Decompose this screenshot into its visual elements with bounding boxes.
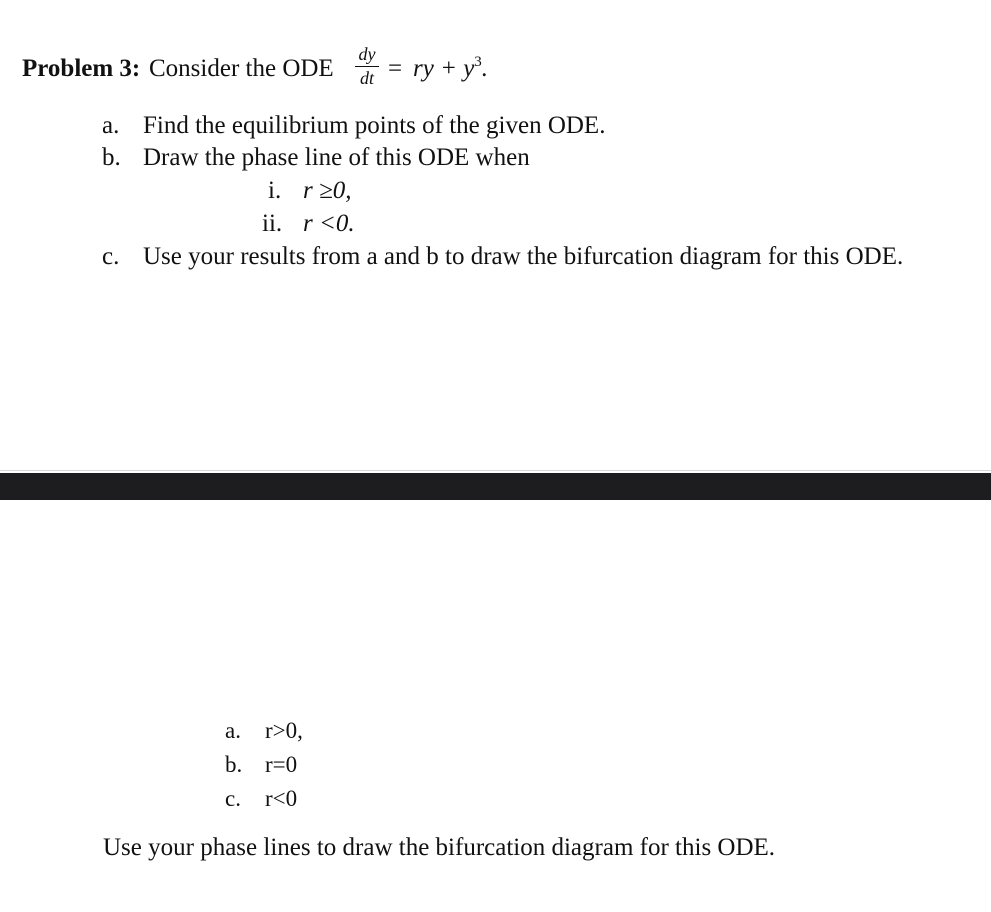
item-a-text: Find the equilibrium points of the given ODE.: [143, 112, 606, 139]
subitem-ii-text: r <0.: [303, 210, 355, 237]
fraction-numerator: dy: [358, 44, 376, 64]
equation-rhs: [413, 56, 488, 81]
subitem-i-text: r ≥0,: [303, 177, 352, 204]
closing-instruction: Use your phase lines to draw the bifurcation diagram for this ODE.: [103, 834, 776, 861]
equation-power: 3: [474, 54, 482, 70]
problem-label: Problem 3:: [22, 55, 141, 82]
equation-equals: =: [388, 55, 403, 82]
item-c-text: Use your results from a and b to draw the bifurcation diagram for this ODE.: [143, 243, 904, 270]
subitem-ii-marker: ii.: [262, 210, 283, 237]
item-c-marker: c.: [102, 243, 120, 270]
item-b-marker: b.: [102, 144, 121, 171]
section-divider: [0, 473, 991, 500]
second-item-a-text: r>0,: [265, 718, 303, 743]
second-item-b-marker: b.: [225, 752, 243, 777]
equation-rhs-main: ry + y: [413, 55, 475, 82]
fraction-denominator: dt: [359, 68, 374, 88]
item-a-marker: a.: [102, 112, 120, 139]
second-item-a-marker: a.: [225, 718, 241, 743]
second-item-b-text: r=0: [265, 752, 298, 777]
fraction-bar: [355, 66, 379, 67]
second-item-c-marker: c.: [225, 786, 241, 811]
section-top-rule: [0, 470, 991, 471]
second-item-c-text: r<0: [265, 786, 298, 811]
equation-period: .: [481, 55, 489, 82]
derivative-fraction: [354, 40, 380, 88]
item-b-text: Draw the phase line of this ODE when: [143, 144, 530, 171]
subitem-i-marker: i.: [268, 177, 282, 204]
problem-intro: Consider the ODE: [149, 55, 334, 82]
